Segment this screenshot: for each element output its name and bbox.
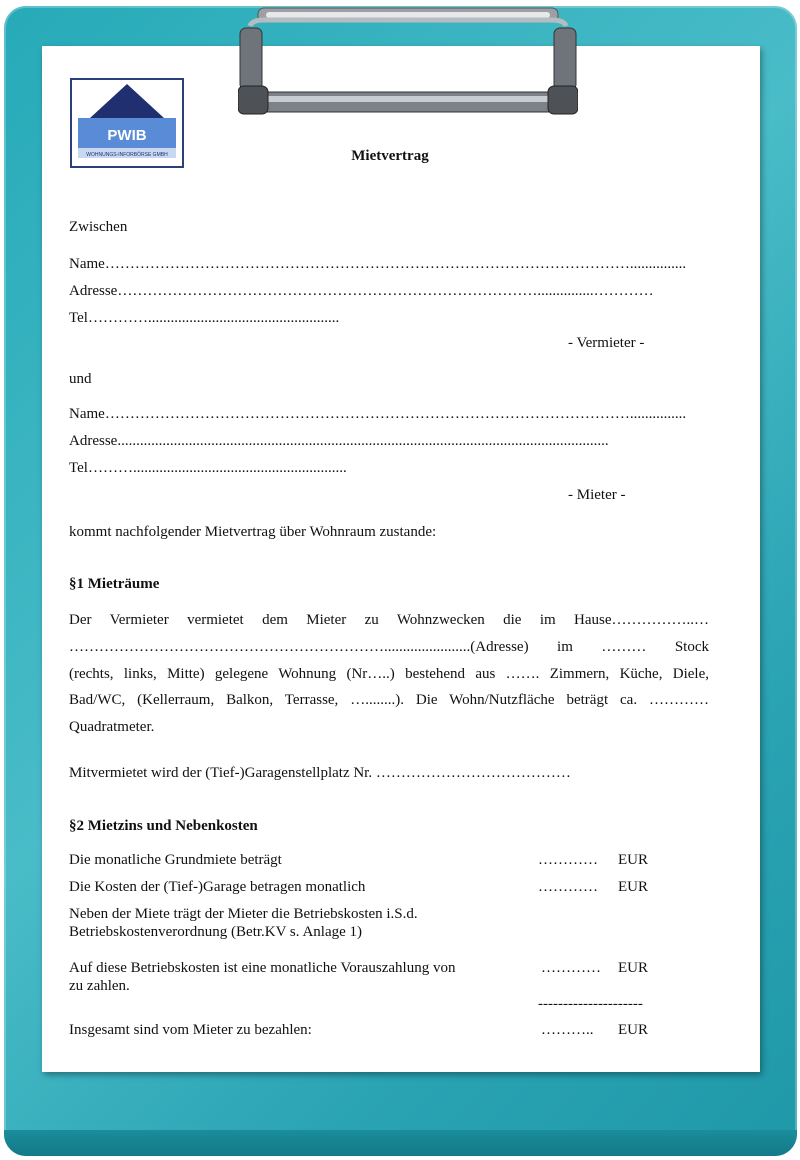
operating-costs-line-1: Neben der Miete trägt der Mieter die Betriebskosten i.S.d. — [69, 906, 418, 922]
section1-last-line: Quadratmeter. — [69, 719, 155, 735]
prepayment-line-1: Auf diese Betriebskosten ist eine monatliche Vorauszahlung von — [69, 960, 456, 976]
tenant-tel-field: Tel………......................................................... — [69, 460, 347, 476]
tenant-name-field: Name……………………………………………………………………………………………............... — [69, 406, 687, 422]
clipboard-clip-icon — [238, 6, 578, 116]
section2-heading: §2 Mietzins und Nebenkosten — [69, 818, 258, 834]
prepayment-line-2: zu zahlen. — [69, 978, 130, 994]
section1-heading: §1 Mieträume — [69, 576, 160, 592]
base-rent-field: ………… — [538, 852, 598, 868]
landlord-role-label: - Vermieter - — [568, 335, 645, 351]
base-rent-label: Die monatliche Grundmiete beträgt — [69, 852, 282, 868]
tenant-address-field: Adresse................................................................................................................................... — [69, 433, 609, 449]
garage-cost-label: Die Kosten der (Tief-)Garage betragen monatlich — [69, 879, 366, 895]
operating-costs-line-2: Betriebskostenverordnung (Betr.KV s. Anlage 1) — [69, 924, 363, 940]
garage-cost-unit: EUR — [618, 879, 648, 895]
document-title: Mietvertrag — [351, 148, 429, 164]
prepayment-field: ………… — [541, 960, 601, 976]
landlord-name-field: Name……………………………………………………………………………………………............... — [69, 256, 687, 272]
clipboard-board-edge — [4, 1130, 797, 1156]
intro-sentence: kommt nachfolgender Mietvertrag über Wohnraum zustande: — [69, 524, 437, 540]
landlord-address-field: Adresse…………………………………………………………………………...............………… — [69, 283, 654, 299]
section1-line-1: Der Vermieter vermietet dem Mieter zu Wohnzwecken die im Hause……………..… — [69, 612, 709, 628]
total-field: ……….. — [541, 1022, 594, 1038]
prepayment-unit: EUR — [618, 960, 648, 976]
section1-line-4: Bad/WC, (Kellerraum, Balkon, Terrasse, …........). Die Wohn/Nutzfläche beträgt ca. ………… — [69, 692, 709, 708]
connector-text: und — [69, 371, 92, 387]
total-label: Insgesamt sind vom Mieter zu bezahlen: — [69, 1022, 312, 1038]
party1-intro: Zwischen — [69, 219, 128, 235]
garage-line: Mitvermietet wird der (Tief-)Garagenstellplatz Nr. ………………………………… — [69, 765, 571, 781]
section1-line-3: (rechts, links, Mitte) gelegene Wohnung (Nr…..) bestehend aus ……. Zimmern, Küche, Diele, — [69, 666, 709, 682]
tenant-role-label: - Mieter - — [568, 487, 626, 503]
garage-cost-field: ………… — [538, 879, 598, 895]
logo-text: PWIB — [107, 127, 147, 144]
section1-line-2: ……………………………………………………….......................(Adresse) im ……… Stock — [69, 639, 709, 655]
base-rent-unit: EUR — [618, 852, 648, 868]
total-unit: EUR — [618, 1022, 648, 1038]
sum-separator: --------------------- — [538, 996, 643, 1012]
landlord-tel-field: Tel…………................................................... — [69, 310, 340, 326]
logo-subtext: WOHNUNGS-INFORBÖRSE GMBH — [86, 152, 168, 158]
